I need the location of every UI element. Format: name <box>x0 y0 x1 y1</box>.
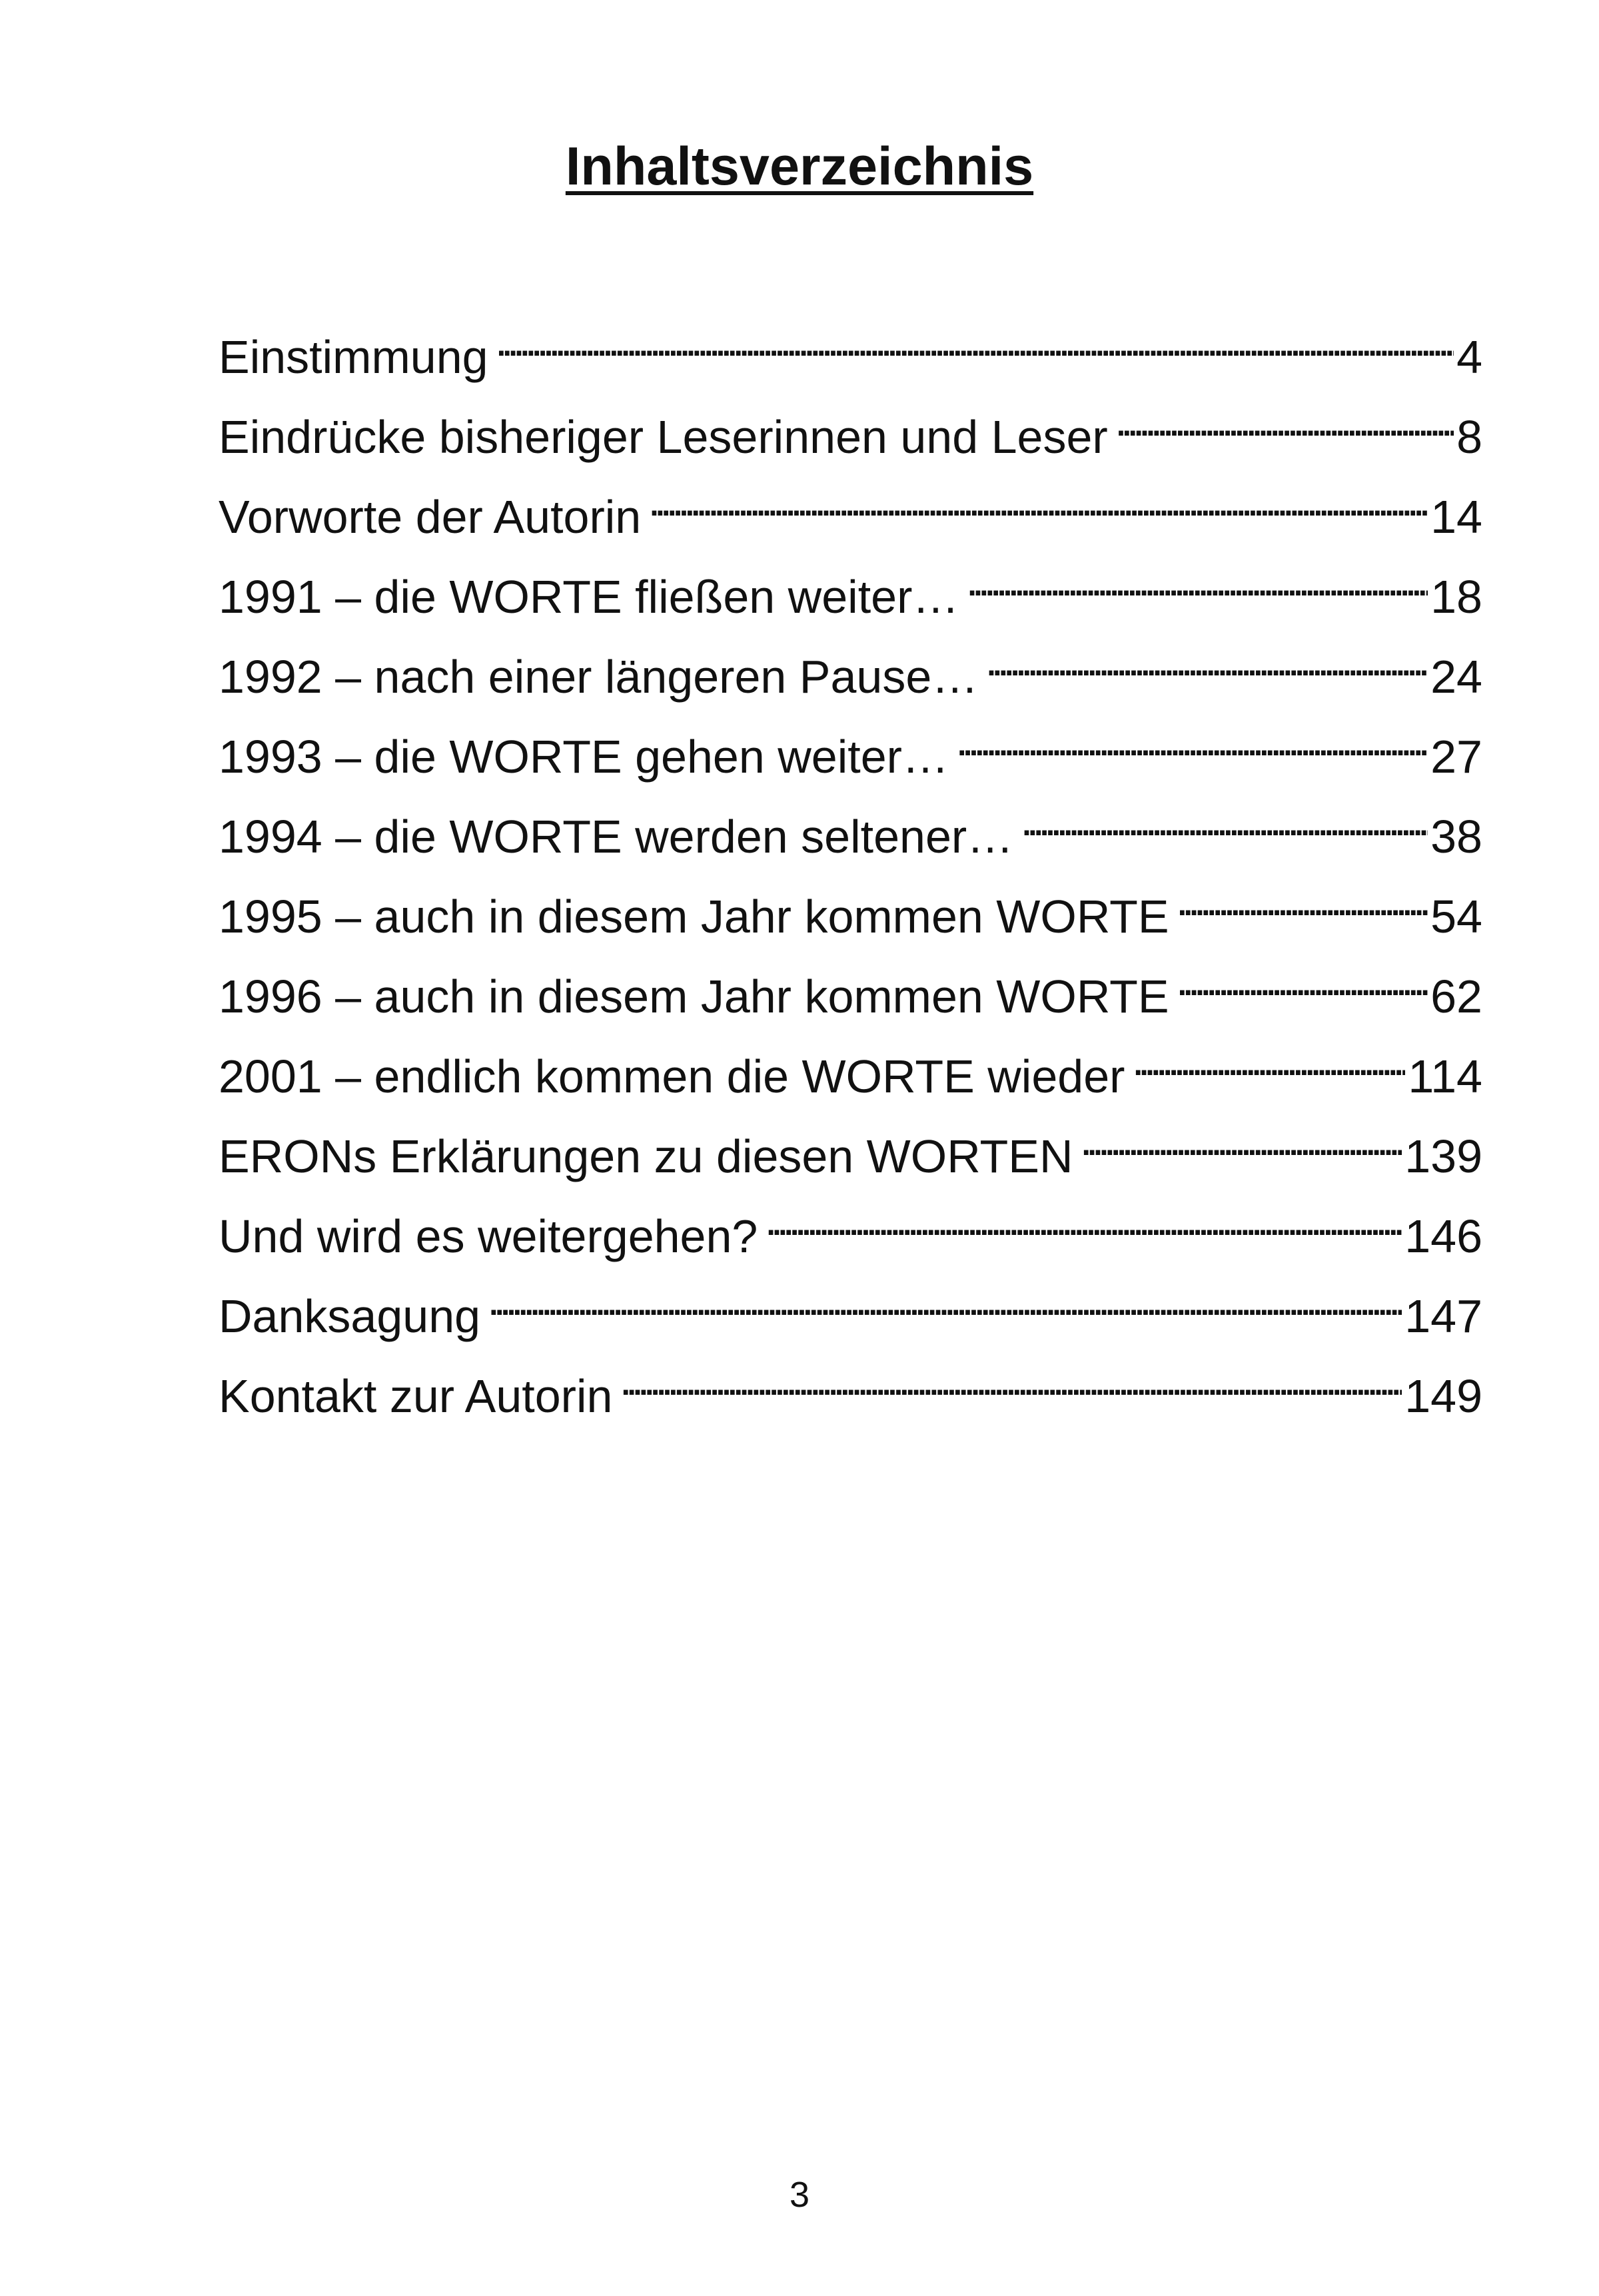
toc-entry-page: 27 <box>1430 731 1482 783</box>
toc-entry-page: 4 <box>1456 331 1482 383</box>
toc-entry-page: 54 <box>1430 891 1482 943</box>
toc-entry <box>219 946 1482 1026</box>
toc-entry-label: Eindrücke bisheriger Leserinnen und Leser <box>219 411 1108 463</box>
toc-leader-dots <box>955 706 1428 773</box>
toc-entry <box>219 1186 1482 1266</box>
toc-entry-page: 139 <box>1404 1130 1482 1182</box>
toc-entry-page: 62 <box>1430 970 1482 1022</box>
toc-entry-label: Und wird es weitergehen? <box>219 1210 758 1262</box>
toc-entry-page: 114 <box>1408 1050 1482 1102</box>
page-title-text: Inhaltsverzeichnis <box>565 137 1034 196</box>
toc-leader-dots <box>487 1266 1402 1332</box>
toc-entry-label: 2001 – endlich kommen die WORTE wieder <box>219 1050 1125 1102</box>
toc-entry-page: 38 <box>1430 811 1482 863</box>
toc-entry-label: 1992 – nach einer längeren Pause… <box>219 651 979 703</box>
toc-entry <box>219 466 1482 546</box>
toc-entry <box>219 1345 1482 1425</box>
toc-leader-dots <box>1080 1106 1402 1172</box>
toc-entry <box>219 786 1482 866</box>
toc-leader-dots <box>648 466 1428 533</box>
page-number: 3 <box>789 2175 810 2215</box>
page-title <box>0 133 1599 200</box>
toc-entry <box>219 626 1482 706</box>
toc-entry-label: Kontakt zur Autorin <box>219 1370 613 1422</box>
toc-leader-dots <box>1131 1026 1405 1092</box>
toc-entry-page: 147 <box>1404 1290 1482 1342</box>
toc-entry-label: 1993 – die WORTE gehen weiter… <box>219 731 949 783</box>
toc-leader-dots <box>1176 866 1428 933</box>
toc-leader-dots <box>965 546 1428 613</box>
toc-entry-page: 18 <box>1430 571 1482 623</box>
toc-entry <box>219 1266 1482 1345</box>
toc-entry <box>219 306 1482 386</box>
toc-entry-label: 1991 – die WORTE fließen weiter… <box>219 571 959 623</box>
toc-entry-label: 1995 – auch in diesem Jahr kommen WORTE <box>219 891 1169 943</box>
toc-leader-dots <box>764 1186 1402 1252</box>
toc-entry-page: 24 <box>1430 651 1482 703</box>
toc-entry <box>219 706 1482 786</box>
toc-entry-label: Einstimmung <box>219 331 488 383</box>
toc-entry-label: Vorworte der Autorin <box>219 491 642 543</box>
toc-leader-dots <box>1115 386 1454 453</box>
toc-leader-dots <box>1020 786 1428 853</box>
toc-entry <box>219 1026 1482 1106</box>
toc-entry <box>219 546 1482 626</box>
toc-entry-page: 149 <box>1404 1370 1482 1422</box>
toc-entry-page: 146 <box>1404 1210 1482 1262</box>
toc-entry-page: 8 <box>1456 411 1482 463</box>
toc-entry-page: 14 <box>1430 491 1482 543</box>
toc-entry-label: ERONs Erklärungen zu diesen WORTEN <box>219 1130 1073 1182</box>
toc-entry-label: 1996 – auch in diesem Jahr kommen WORTE <box>219 970 1169 1022</box>
toc-leader-dots <box>495 306 1454 373</box>
toc-entry <box>219 1106 1482 1186</box>
toc-entry-label: 1994 – die WORTE werden seltener… <box>219 811 1014 863</box>
table-of-contents <box>219 306 1482 1425</box>
toc-leader-dots <box>985 626 1428 693</box>
toc-entry <box>219 866 1482 946</box>
toc-leader-dots <box>1176 946 1428 1012</box>
toc-entry-label: Danksagung <box>219 1290 481 1342</box>
toc-entry <box>219 386 1482 466</box>
toc-leader-dots <box>619 1345 1402 1412</box>
